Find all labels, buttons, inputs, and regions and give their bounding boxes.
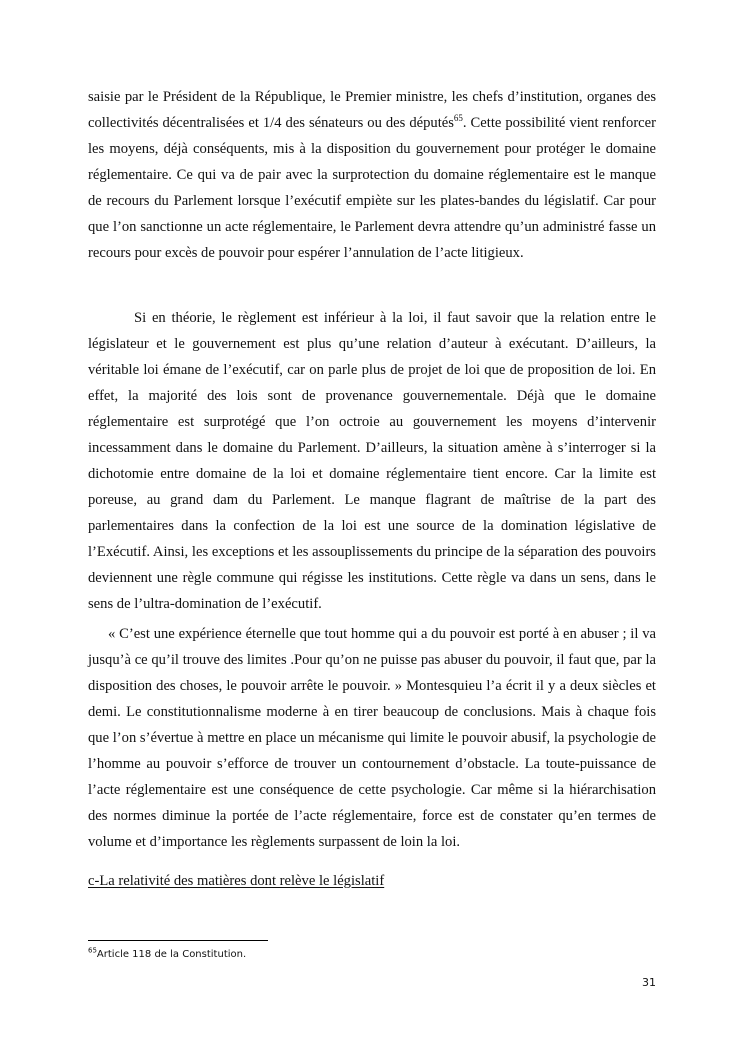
paragraph-2-text: Si en théorie, le règlement est inférieur à la loi, il faut savoir que la relation entre le législateur et le gouvernement est plus qu’une relation d’auteur à exécutant. D’ailleurs, la véritable loi émane de l’exécutif, car on parle plus de projet de loi que de proposition de loi. En effet, la majorité des lois sont de provenance gouvernementale. Déjà que le domaine réglementaire est surprotégé que l’on octroie au gouvernement les moyens d’intervenir incessamment dans le domaine du Parlement. D’ailleurs, la situation amène à s’interroger si la dichotomie entre domaine de la loi et domaine réglementaire tient encore. Car la limite est poreuse, au grand dam du Parlement. Le manque flagrant de maîtrise de la part des parlementaires dans la confection de la loi est une source de la domination législative de l’Exécutif. Ainsi, les exceptions et les assouplissements du principe de la séparation des pouvoirs deviennent une règle commune qui régisse les institutions. Cette règle va dans un sens, dans le sens de l’ultra-domination de l’exécutif. [88, 310, 656, 612]
paragraph-1-text-end: . Cette possibilité vient renforcer les moyens, déjà conséquents, mis à la disposition du gouvernement pour protéger le domaine réglementaire. Ce qui va de pair avec la surprotection du domaine réglementaire est le manque de recours du Parlement lorsque l’exécutif empiète sur les plates-bandes du législatif. Car pour que l’on sanctionne un acte réglementaire, le Parlement devra attendre qu’un administré fasse un recours pour excès de pouvoir pour espérer l’annulation de l’acte litigieux. [88, 115, 656, 261]
footnote-text: Article 118 de la Constitution. [96, 949, 247, 960]
section-heading: c-La relativité des matières dont relève le législatif [88, 873, 385, 889]
footnote-reference[interactable]: 65 [453, 113, 463, 124]
paragraph-2 [88, 305, 656, 617]
paragraph-1-text-start: saisie par le Président de la République, le Premier ministre, les chefs d’institution, organes des collectivités décentralisées et 1/4 des sénateurs ou des députés [88, 89, 656, 131]
page-number: 31 [642, 976, 656, 989]
footnote [88, 948, 246, 962]
footnote-number: 65 [88, 946, 97, 955]
paragraph-3 [88, 621, 656, 855]
paragraph-3-text: « C’est une expérience éternelle que tout homme qui a du pouvoir est porté à en abuser ; il va jusqu’à ce qu’il trouve des limites .Pour qu’on ne puisse pas abuser du pouvoir, il faut que, par la disposition des choses, le pouvoir arrête le pouvoir. » Montesquieu l’a écrit il y a deux siècles et demi. Le constitutionnalisme moderne à en tirer beaucoup de conclusions. Mais à chaque fois que l’on s’évertue à mettre en place un mécanisme qui limite le pouvoir abusif, la psychologie de l’homme au pouvoir s’efforce de trouver un contournement d’obstacle. La toute-puissance de l’acte réglementaire est une conséquence de cette psychologie. Car même si la hiérarchisation des normes diminue la portée de l’acte réglementaire, force est de constater qu’en termes de volume et d’importance les règlements surpassent de loin la loi. [88, 626, 656, 850]
footnote-divider [88, 940, 268, 941]
paragraph-1 [88, 84, 656, 266]
